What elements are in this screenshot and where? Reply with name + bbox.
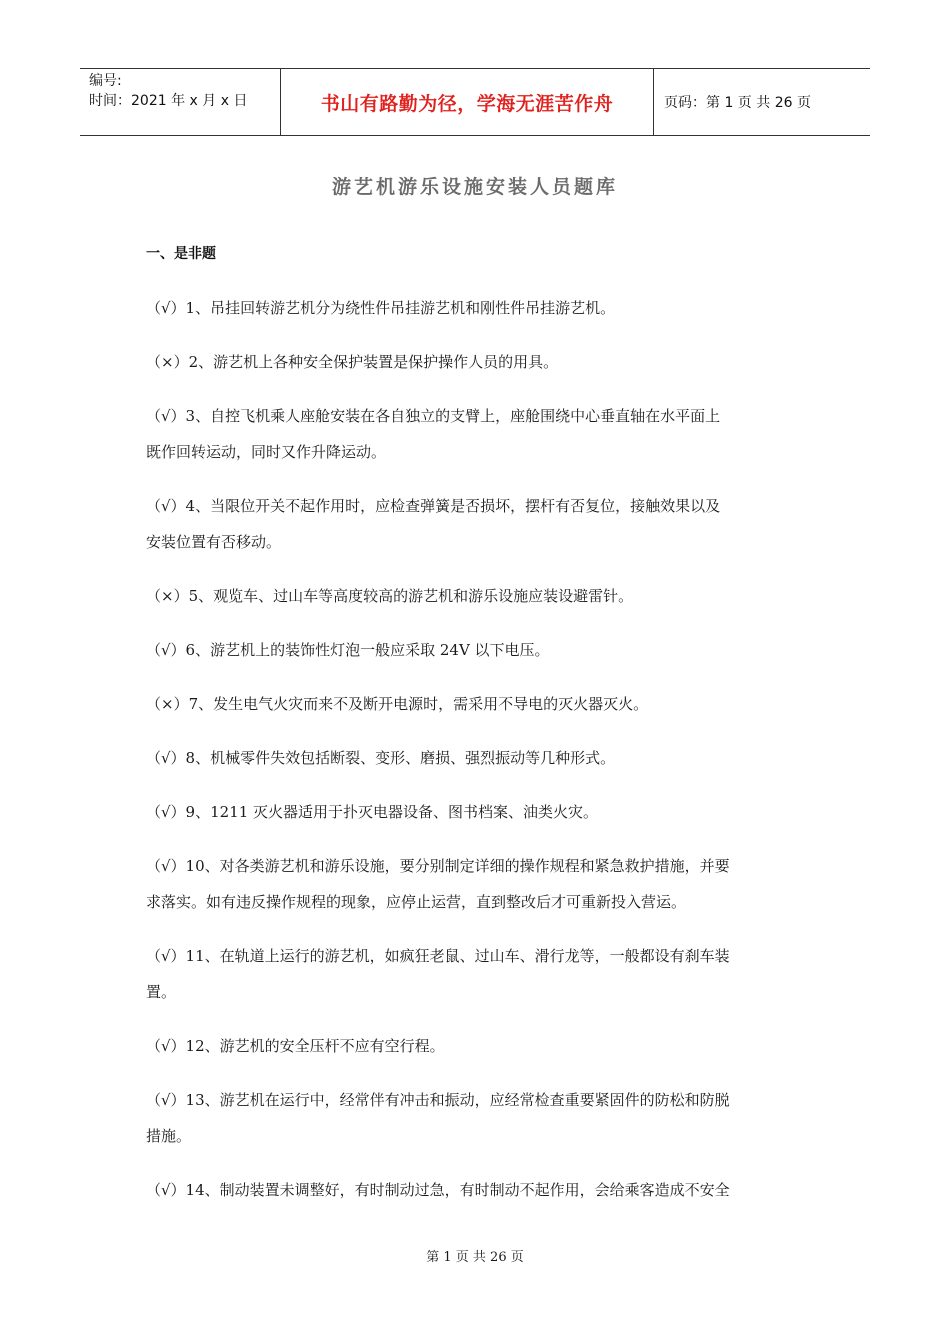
question-line: （×）7、发生电气火灾而来不及断开电源时，需采用不导电的灭火器灭火。	[146, 695, 649, 713]
question-item	[146, 632, 806, 668]
question-item	[146, 488, 806, 560]
question-line: 置。	[146, 983, 177, 1001]
question-line: （√）3、自控飞机乘人座舱安装在各自独立的支臂上，座舱围绕中心垂直轴在水平面上	[146, 407, 721, 425]
number-label: 编号:	[89, 73, 122, 89]
question-item	[146, 578, 806, 614]
header-motto: 书山有路勤为径，学海无涯苦作舟	[281, 69, 654, 135]
question-line: （√）11、在轨道上运行的游艺机，如疯狂老鼠、过山车、滑行龙等，一般都设有刹车装	[146, 947, 730, 965]
question-line: 求落实。如有违反操作规程的现象，应停止运营，直到整改后才可重新投入营运。	[146, 893, 687, 911]
question-line: 措施。	[146, 1127, 192, 1145]
question-item	[146, 1172, 806, 1208]
question-line: （√）14、制动装置未调整好，有时制动过急，有时制动不起作用，会给乘客造成不安全	[146, 1181, 730, 1199]
question-line: （√）8、机械零件失效包括断裂、变形、磨损、强烈振动等几种形式。	[146, 749, 616, 767]
header-meta-cell	[80, 69, 281, 135]
header-page-code: 页码：第 1 页 共 26 页	[664, 95, 811, 111]
question-item	[146, 1028, 806, 1064]
question-line: （×）5、观览车、过山车等高度较高的游艺机和游乐设施应装设避雷针。	[146, 587, 634, 605]
question-line: （√）9、1211 灭火器适用于扑灭电器设备、图书档案、油类火灾。	[146, 803, 599, 821]
question-line: （√）10、对各类游艺机和游乐设施，要分别制定详细的操作规程和紧急救护措施，并要	[146, 857, 730, 875]
question-item	[146, 848, 806, 920]
question-item	[146, 740, 806, 776]
page-footer: 第 1 页 共 26 页	[426, 1250, 524, 1265]
question-item	[146, 686, 806, 722]
question-item	[146, 1082, 806, 1154]
section-heading: 一、是非题	[146, 246, 216, 262]
page-title: 游艺机游乐设施安装人员题库	[331, 176, 618, 198]
question-item	[146, 344, 806, 380]
question-line: （√）1、吊挂回转游艺机分为绕性件吊挂游艺机和刚性件吊挂游艺机。	[146, 299, 616, 317]
question-line: （√）6、游艺机上的装饰性灯泡一般应采取 24V 以下电压。	[146, 641, 550, 659]
question-item	[146, 290, 806, 326]
question-item	[146, 938, 806, 1010]
question-line: 既作回转运动，同时又作升降运动。	[146, 443, 387, 461]
question-line: （√）12、游艺机的安全压杆不应有空行程。	[146, 1037, 445, 1055]
question-line: 安装位置有否移动。	[146, 533, 282, 551]
document-header	[80, 68, 870, 136]
question-line: （√）4、当限位开关不起作用时，应检查弹簧是否损坏，摆杆有否复位，接触效果以及	[146, 497, 721, 515]
question-line: （×）2、游艺机上各种安全保护装置是保护操作人员的用具。	[146, 353, 559, 371]
question-line: （√）13、游艺机在运行中，经常伴有冲击和振动，应经常检查重要紧固件的防松和防脱	[146, 1091, 730, 1109]
question-item	[146, 794, 806, 830]
question-item	[146, 398, 806, 470]
time-label: 时间：2021 年 x 月 x 日	[89, 93, 248, 109]
